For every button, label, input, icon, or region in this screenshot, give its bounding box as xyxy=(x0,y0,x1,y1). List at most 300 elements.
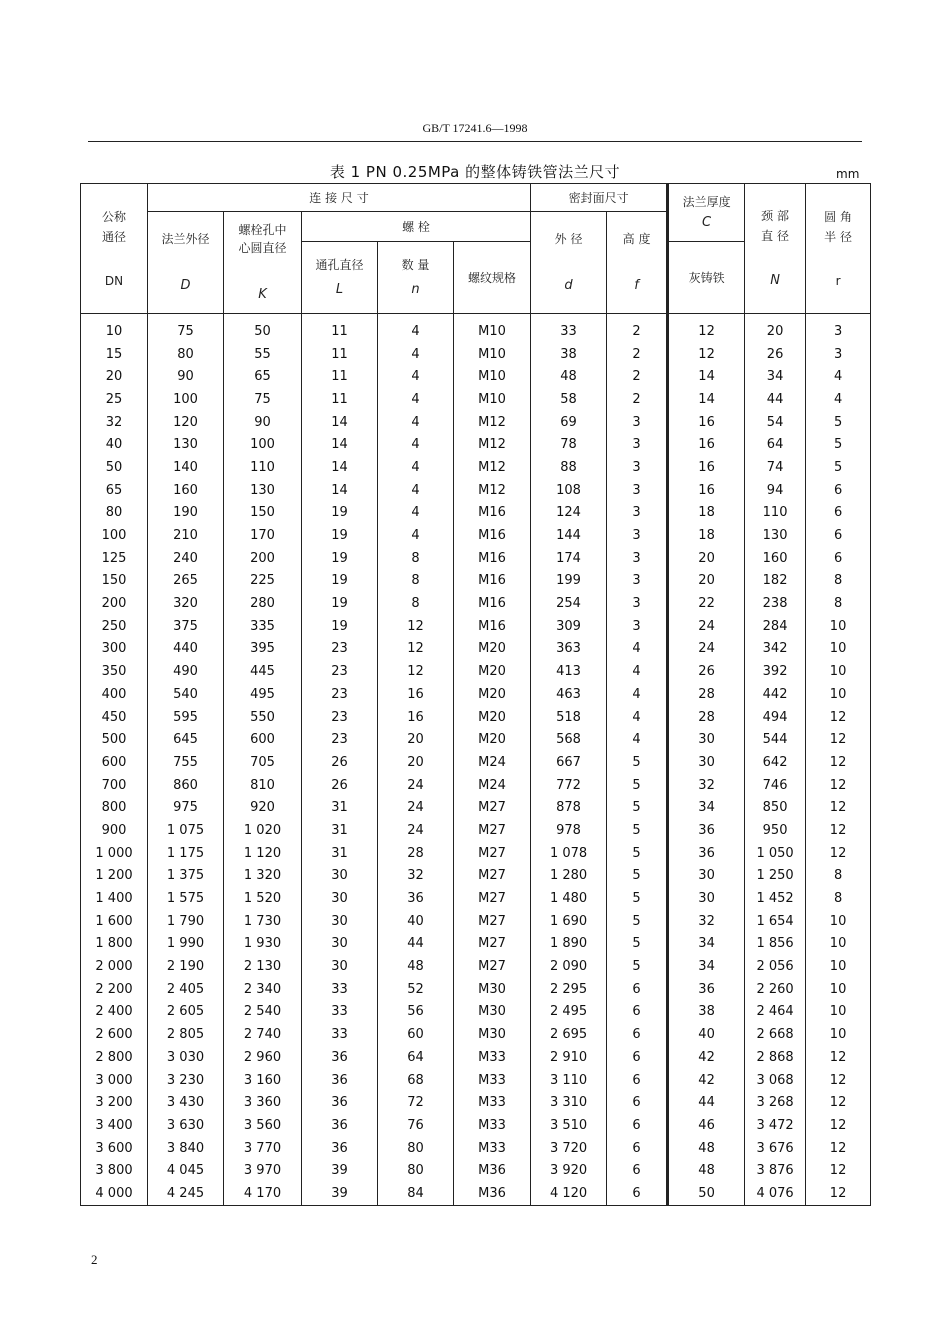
table-row xyxy=(81,955,871,978)
cell-bolt-quantity: 4 xyxy=(378,479,454,502)
cell-thread-spec: M27 xyxy=(454,819,531,842)
header-gray-cast-iron: 灰铸铁 xyxy=(668,242,745,314)
cell-seal-height: 4 xyxy=(607,683,668,706)
cell-bolt-quantity: 4 xyxy=(378,456,454,479)
table-row xyxy=(81,1069,871,1092)
cell-dn: 3 600 xyxy=(81,1137,148,1160)
cell-dn: 50 xyxy=(81,456,148,479)
cell-neck-diameter: 2 464 xyxy=(745,1001,806,1024)
cell-flange-od: 2 190 xyxy=(148,955,224,978)
cell-bolt-quantity: 48 xyxy=(378,955,454,978)
cell-flange-od: 2 805 xyxy=(148,1023,224,1046)
cell-dn: 1 400 xyxy=(81,887,148,910)
cell-dn: 1 200 xyxy=(81,865,148,888)
cell-seal-height: 2 xyxy=(607,388,668,411)
cell-seal-od: 568 xyxy=(531,728,607,751)
cell-seal-od: 38 xyxy=(531,343,607,366)
cell-flange-od: 3 630 xyxy=(148,1114,224,1137)
cell-seal-od: 363 xyxy=(531,638,607,661)
table-row xyxy=(81,910,871,933)
cell-flange-od: 265 xyxy=(148,570,224,593)
cell-seal-height: 5 xyxy=(607,910,668,933)
cell-seal-height: 3 xyxy=(607,547,668,570)
table-row xyxy=(81,365,871,388)
cell-neck-diameter: 392 xyxy=(745,660,806,683)
cell-fillet-radius: 12 xyxy=(806,1182,871,1205)
cell-bolt-circle: 810 xyxy=(224,774,302,797)
cell-hole-diameter: 36 xyxy=(302,1046,378,1069)
cell-neck-diameter: 746 xyxy=(745,774,806,797)
cell-thread-spec: M24 xyxy=(454,774,531,797)
cell-fillet-radius: 8 xyxy=(806,865,871,888)
cell-bolt-circle: 100 xyxy=(224,433,302,456)
cell-dn: 25 xyxy=(81,388,148,411)
cell-bolt-circle: 600 xyxy=(224,728,302,751)
cell-fillet-radius: 4 xyxy=(806,388,871,411)
cell-flange-thickness: 20 xyxy=(668,570,745,593)
cell-flange-od: 1 575 xyxy=(148,887,224,910)
cell-hole-diameter: 36 xyxy=(302,1114,378,1137)
cell-bolt-quantity: 24 xyxy=(378,819,454,842)
cell-fillet-radius: 5 xyxy=(806,433,871,456)
cell-seal-od: 199 xyxy=(531,570,607,593)
cell-thread-spec: M16 xyxy=(454,615,531,638)
table-row xyxy=(81,683,871,706)
header-bolt-group: 螺 栓 xyxy=(302,212,531,242)
cell-seal-od: 69 xyxy=(531,411,607,434)
cell-bolt-circle: 50 xyxy=(224,314,302,343)
cell-neck-diameter: 2 868 xyxy=(745,1046,806,1069)
cell-hole-diameter: 30 xyxy=(302,933,378,956)
cell-hole-diameter: 14 xyxy=(302,433,378,456)
table-row xyxy=(81,751,871,774)
cell-seal-od: 2 495 xyxy=(531,1001,607,1024)
table-row xyxy=(81,865,871,888)
cell-bolt-quantity: 4 xyxy=(378,411,454,434)
cell-neck-diameter: 110 xyxy=(745,502,806,525)
cell-fillet-radius: 6 xyxy=(806,479,871,502)
cell-hole-diameter: 23 xyxy=(302,706,378,729)
cell-hole-diameter: 39 xyxy=(302,1182,378,1205)
cell-seal-height: 6 xyxy=(607,1114,668,1137)
cell-bolt-quantity: 24 xyxy=(378,774,454,797)
cell-thread-spec: M20 xyxy=(454,728,531,751)
cell-hole-diameter: 39 xyxy=(302,1159,378,1182)
cell-neck-diameter: 2 260 xyxy=(745,978,806,1001)
cell-flange-od: 4 245 xyxy=(148,1182,224,1205)
cell-thread-spec: M16 xyxy=(454,592,531,615)
cell-hole-diameter: 31 xyxy=(302,796,378,819)
cell-fillet-radius: 12 xyxy=(806,1046,871,1069)
cell-flange-od: 975 xyxy=(148,796,224,819)
cell-neck-diameter: 182 xyxy=(745,570,806,593)
cell-bolt-circle: 2 340 xyxy=(224,978,302,1001)
cell-flange-thickness: 42 xyxy=(668,1046,745,1069)
cell-seal-height: 3 xyxy=(607,433,668,456)
cell-seal-od: 413 xyxy=(531,660,607,683)
cell-hole-diameter: 14 xyxy=(302,479,378,502)
cell-fillet-radius: 10 xyxy=(806,955,871,978)
cell-seal-height: 6 xyxy=(607,1023,668,1046)
table-row xyxy=(81,887,871,910)
cell-flange-thickness: 16 xyxy=(668,456,745,479)
cell-hole-diameter: 19 xyxy=(302,615,378,638)
cell-neck-diameter: 3 472 xyxy=(745,1114,806,1137)
cell-seal-od: 309 xyxy=(531,615,607,638)
cell-hole-diameter: 36 xyxy=(302,1091,378,1114)
table-row xyxy=(81,638,871,661)
cell-hole-diameter: 11 xyxy=(302,314,378,343)
cell-bolt-quantity: 36 xyxy=(378,887,454,910)
cell-bolt-quantity: 80 xyxy=(378,1159,454,1182)
table-row xyxy=(81,774,871,797)
cell-hole-diameter: 33 xyxy=(302,1001,378,1024)
cell-fillet-radius: 3 xyxy=(806,343,871,366)
cell-flange-thickness: 14 xyxy=(668,388,745,411)
cell-flange-od: 3 430 xyxy=(148,1091,224,1114)
cell-neck-diameter: 54 xyxy=(745,411,806,434)
cell-thread-spec: M30 xyxy=(454,1001,531,1024)
cell-fillet-radius: 6 xyxy=(806,524,871,547)
header-flange-thickness: 法兰厚度 C xyxy=(668,184,745,242)
cell-fillet-radius: 8 xyxy=(806,887,871,910)
cell-neck-diameter: 544 xyxy=(745,728,806,751)
cell-dn: 150 xyxy=(81,570,148,593)
cell-dn: 2 000 xyxy=(81,955,148,978)
cell-dn: 450 xyxy=(81,706,148,729)
cell-flange-od: 1 990 xyxy=(148,933,224,956)
table-row xyxy=(81,1182,871,1205)
cell-bolt-quantity: 72 xyxy=(378,1091,454,1114)
cell-seal-height: 3 xyxy=(607,502,668,525)
cell-flange-thickness: 14 xyxy=(668,365,745,388)
table-row xyxy=(81,1137,871,1160)
cell-flange-thickness: 44 xyxy=(668,1091,745,1114)
cell-flange-thickness: 30 xyxy=(668,751,745,774)
table-row xyxy=(81,706,871,729)
table-caption: 表 1 PN 0.25MPa 的整体铸铁管法兰尺寸 xyxy=(329,163,621,181)
cell-seal-od: 48 xyxy=(531,365,607,388)
cell-bolt-circle: 170 xyxy=(224,524,302,547)
cell-bolt-circle: 1 730 xyxy=(224,910,302,933)
cell-seal-od: 1 078 xyxy=(531,842,607,865)
cell-flange-thickness: 36 xyxy=(668,819,745,842)
cell-dn: 900 xyxy=(81,819,148,842)
cell-dn: 1 000 xyxy=(81,842,148,865)
cell-seal-height: 5 xyxy=(607,933,668,956)
cell-flange-od: 1 075 xyxy=(148,819,224,842)
cell-seal-od: 978 xyxy=(531,819,607,842)
cell-seal-height: 3 xyxy=(607,570,668,593)
cell-fillet-radius: 12 xyxy=(806,1091,871,1114)
cell-flange-thickness: 48 xyxy=(668,1159,745,1182)
cell-bolt-quantity: 12 xyxy=(378,638,454,661)
cell-fillet-radius: 10 xyxy=(806,683,871,706)
table-row xyxy=(81,314,871,343)
cell-neck-diameter: 642 xyxy=(745,751,806,774)
cell-hole-diameter: 23 xyxy=(302,660,378,683)
cell-hole-diameter: 31 xyxy=(302,842,378,865)
cell-flange-thickness: 42 xyxy=(668,1069,745,1092)
cell-hole-diameter: 23 xyxy=(302,683,378,706)
table-body xyxy=(81,314,871,1206)
cell-flange-thickness: 34 xyxy=(668,955,745,978)
cell-thread-spec: M33 xyxy=(454,1069,531,1092)
cell-dn: 1 600 xyxy=(81,910,148,933)
table-row xyxy=(81,1114,871,1137)
cell-dn: 125 xyxy=(81,547,148,570)
cell-flange-od: 2 405 xyxy=(148,978,224,1001)
cell-neck-diameter: 94 xyxy=(745,479,806,502)
cell-flange-thickness: 18 xyxy=(668,502,745,525)
cell-dn: 1 800 xyxy=(81,933,148,956)
cell-seal-od: 3 720 xyxy=(531,1137,607,1160)
cell-flange-thickness: 32 xyxy=(668,774,745,797)
cell-seal-od: 772 xyxy=(531,774,607,797)
cell-flange-od: 540 xyxy=(148,683,224,706)
cell-flange-thickness: 30 xyxy=(668,865,745,888)
cell-bolt-circle: 55 xyxy=(224,343,302,366)
cell-fillet-radius: 5 xyxy=(806,456,871,479)
cell-bolt-circle: 1 020 xyxy=(224,819,302,842)
cell-neck-diameter: 34 xyxy=(745,365,806,388)
table-row xyxy=(81,1159,871,1182)
cell-flange-thickness: 34 xyxy=(668,796,745,819)
cell-seal-height: 4 xyxy=(607,660,668,683)
cell-dn: 2 600 xyxy=(81,1023,148,1046)
cell-flange-od: 490 xyxy=(148,660,224,683)
cell-flange-od: 4 045 xyxy=(148,1159,224,1182)
cell-fillet-radius: 8 xyxy=(806,570,871,593)
table-row xyxy=(81,978,871,1001)
cell-flange-od: 440 xyxy=(148,638,224,661)
cell-bolt-quantity: 4 xyxy=(378,365,454,388)
header-connection-group: 连 接 尺 寸 xyxy=(148,184,531,212)
cell-fillet-radius: 10 xyxy=(806,978,871,1001)
cell-flange-thickness: 32 xyxy=(668,910,745,933)
cell-thread-spec: M16 xyxy=(454,570,531,593)
cell-bolt-quantity: 4 xyxy=(378,502,454,525)
cell-seal-height: 3 xyxy=(607,479,668,502)
cell-thread-spec: M27 xyxy=(454,887,531,910)
cell-thread-spec: M10 xyxy=(454,314,531,343)
cell-thread-spec: M12 xyxy=(454,433,531,456)
table-row xyxy=(81,1046,871,1069)
cell-flange-thickness: 24 xyxy=(668,638,745,661)
cell-bolt-circle: 2 740 xyxy=(224,1023,302,1046)
cell-fillet-radius: 10 xyxy=(806,1023,871,1046)
cell-seal-od: 2 695 xyxy=(531,1023,607,1046)
cell-neck-diameter: 1 250 xyxy=(745,865,806,888)
cell-bolt-quantity: 4 xyxy=(378,314,454,343)
cell-seal-height: 4 xyxy=(607,706,668,729)
cell-bolt-quantity: 4 xyxy=(378,343,454,366)
cell-fillet-radius: 6 xyxy=(806,547,871,570)
cell-dn: 400 xyxy=(81,683,148,706)
cell-neck-diameter: 3 268 xyxy=(745,1091,806,1114)
cell-bolt-circle: 395 xyxy=(224,638,302,661)
table-row xyxy=(81,615,871,638)
cell-thread-spec: M36 xyxy=(454,1182,531,1205)
cell-seal-height: 3 xyxy=(607,524,668,547)
cell-dn: 80 xyxy=(81,502,148,525)
cell-flange-od: 3 230 xyxy=(148,1069,224,1092)
cell-hole-diameter: 19 xyxy=(302,547,378,570)
header-neck-diameter: 颈 部 直 径 N xyxy=(745,184,806,314)
cell-thread-spec: M24 xyxy=(454,751,531,774)
cell-thread-spec: M33 xyxy=(454,1091,531,1114)
cell-bolt-circle: 75 xyxy=(224,388,302,411)
cell-bolt-circle: 3 770 xyxy=(224,1137,302,1160)
cell-seal-od: 78 xyxy=(531,433,607,456)
cell-seal-height: 4 xyxy=(607,728,668,751)
cell-dn: 10 xyxy=(81,314,148,343)
cell-neck-diameter: 130 xyxy=(745,524,806,547)
table-row xyxy=(81,524,871,547)
cell-bolt-circle: 90 xyxy=(224,411,302,434)
cell-seal-height: 5 xyxy=(607,842,668,865)
cell-neck-diameter: 1 856 xyxy=(745,933,806,956)
cell-dn: 3 400 xyxy=(81,1114,148,1137)
cell-neck-diameter: 3 876 xyxy=(745,1159,806,1182)
table-row xyxy=(81,502,871,525)
cell-bolt-circle: 150 xyxy=(224,502,302,525)
cell-thread-spec: M20 xyxy=(454,683,531,706)
cell-seal-height: 3 xyxy=(607,615,668,638)
cell-bolt-circle: 2 130 xyxy=(224,955,302,978)
table-row xyxy=(81,343,871,366)
cell-seal-height: 6 xyxy=(607,1046,668,1069)
cell-flange-thickness: 16 xyxy=(668,411,745,434)
cell-seal-height: 5 xyxy=(607,819,668,842)
cell-flange-thickness: 40 xyxy=(668,1023,745,1046)
cell-fillet-radius: 12 xyxy=(806,728,871,751)
cell-hole-diameter: 36 xyxy=(302,1069,378,1092)
cell-neck-diameter: 44 xyxy=(745,388,806,411)
cell-bolt-circle: 65 xyxy=(224,365,302,388)
cell-flange-od: 190 xyxy=(148,502,224,525)
cell-flange-thickness: 30 xyxy=(668,887,745,910)
cell-seal-height: 5 xyxy=(607,796,668,819)
header-fillet-radius: 圆 角 半 径 r xyxy=(806,184,871,314)
cell-bolt-quantity: 32 xyxy=(378,865,454,888)
cell-dn: 300 xyxy=(81,638,148,661)
cell-thread-spec: M20 xyxy=(454,638,531,661)
cell-seal-od: 4 120 xyxy=(531,1182,607,1205)
cell-hole-diameter: 11 xyxy=(302,343,378,366)
cell-thread-spec: M33 xyxy=(454,1046,531,1069)
cell-flange-od: 2 605 xyxy=(148,1001,224,1024)
cell-fillet-radius: 12 xyxy=(806,1069,871,1092)
table-row xyxy=(81,1001,871,1024)
unit-label: mm xyxy=(836,167,860,181)
cell-thread-spec: M16 xyxy=(454,524,531,547)
cell-neck-diameter: 3 068 xyxy=(745,1069,806,1092)
cell-seal-od: 124 xyxy=(531,502,607,525)
cell-hole-diameter: 23 xyxy=(302,728,378,751)
cell-flange-od: 645 xyxy=(148,728,224,751)
table-row xyxy=(81,728,871,751)
cell-thread-spec: M33 xyxy=(454,1137,531,1160)
cell-seal-od: 88 xyxy=(531,456,607,479)
cell-thread-spec: M16 xyxy=(454,547,531,570)
cell-thread-spec: M30 xyxy=(454,1023,531,1046)
cell-hole-diameter: 30 xyxy=(302,887,378,910)
header-bolt-quantity: 数 量 n xyxy=(378,242,454,314)
cell-seal-od: 33 xyxy=(531,314,607,343)
cell-bolt-quantity: 4 xyxy=(378,433,454,456)
cell-seal-od: 58 xyxy=(531,388,607,411)
cell-dn: 15 xyxy=(81,343,148,366)
cell-seal-height: 4 xyxy=(607,638,668,661)
cell-bolt-circle: 200 xyxy=(224,547,302,570)
cell-thread-spec: M16 xyxy=(454,502,531,525)
cell-flange-thickness: 36 xyxy=(668,842,745,865)
cell-fillet-radius: 12 xyxy=(806,796,871,819)
cell-bolt-quantity: 8 xyxy=(378,592,454,615)
cell-thread-spec: M27 xyxy=(454,933,531,956)
cell-hole-diameter: 33 xyxy=(302,978,378,1001)
cell-neck-diameter: 4 076 xyxy=(745,1182,806,1205)
cell-flange-thickness: 34 xyxy=(668,933,745,956)
cell-hole-diameter: 14 xyxy=(302,411,378,434)
cell-bolt-quantity: 16 xyxy=(378,683,454,706)
cell-hole-diameter: 19 xyxy=(302,570,378,593)
cell-seal-height: 6 xyxy=(607,1159,668,1182)
header-hole-diameter: 通孔直径 L xyxy=(302,242,378,314)
cell-hole-diameter: 26 xyxy=(302,774,378,797)
cell-thread-spec: M12 xyxy=(454,411,531,434)
cell-seal-od: 174 xyxy=(531,547,607,570)
cell-dn: 40 xyxy=(81,433,148,456)
cell-neck-diameter: 1 452 xyxy=(745,887,806,910)
table-row xyxy=(81,456,871,479)
cell-seal-height: 6 xyxy=(607,1137,668,1160)
cell-seal-od: 1 280 xyxy=(531,865,607,888)
cell-dn: 3 000 xyxy=(81,1069,148,1092)
cell-bolt-quantity: 28 xyxy=(378,842,454,865)
cell-seal-height: 5 xyxy=(607,887,668,910)
cell-seal-od: 2 295 xyxy=(531,978,607,1001)
cell-flange-thickness: 30 xyxy=(668,728,745,751)
cell-fillet-radius: 12 xyxy=(806,706,871,729)
cell-thread-spec: M27 xyxy=(454,955,531,978)
cell-dn: 2 200 xyxy=(81,978,148,1001)
cell-bolt-circle: 1 320 xyxy=(224,865,302,888)
cell-fillet-radius: 8 xyxy=(806,592,871,615)
header-seal-od: 外 径 d xyxy=(531,212,607,314)
cell-neck-diameter: 950 xyxy=(745,819,806,842)
cell-neck-diameter: 160 xyxy=(745,547,806,570)
cell-bolt-quantity: 84 xyxy=(378,1182,454,1205)
cell-flange-thickness: 46 xyxy=(668,1114,745,1137)
cell-bolt-circle: 3 160 xyxy=(224,1069,302,1092)
cell-neck-diameter: 3 676 xyxy=(745,1137,806,1160)
cell-fillet-radius: 3 xyxy=(806,314,871,343)
cell-fillet-radius: 10 xyxy=(806,638,871,661)
cell-bolt-circle: 920 xyxy=(224,796,302,819)
cell-flange-thickness: 18 xyxy=(668,524,745,547)
cell-flange-od: 1 375 xyxy=(148,865,224,888)
cell-flange-thickness: 16 xyxy=(668,433,745,456)
cell-bolt-circle: 2 540 xyxy=(224,1001,302,1024)
cell-flange-od: 240 xyxy=(148,547,224,570)
cell-thread-spec: M27 xyxy=(454,910,531,933)
cell-seal-od: 1 690 xyxy=(531,910,607,933)
cell-bolt-circle: 2 960 xyxy=(224,1046,302,1069)
cell-seal-od: 144 xyxy=(531,524,607,547)
cell-seal-height: 2 xyxy=(607,365,668,388)
